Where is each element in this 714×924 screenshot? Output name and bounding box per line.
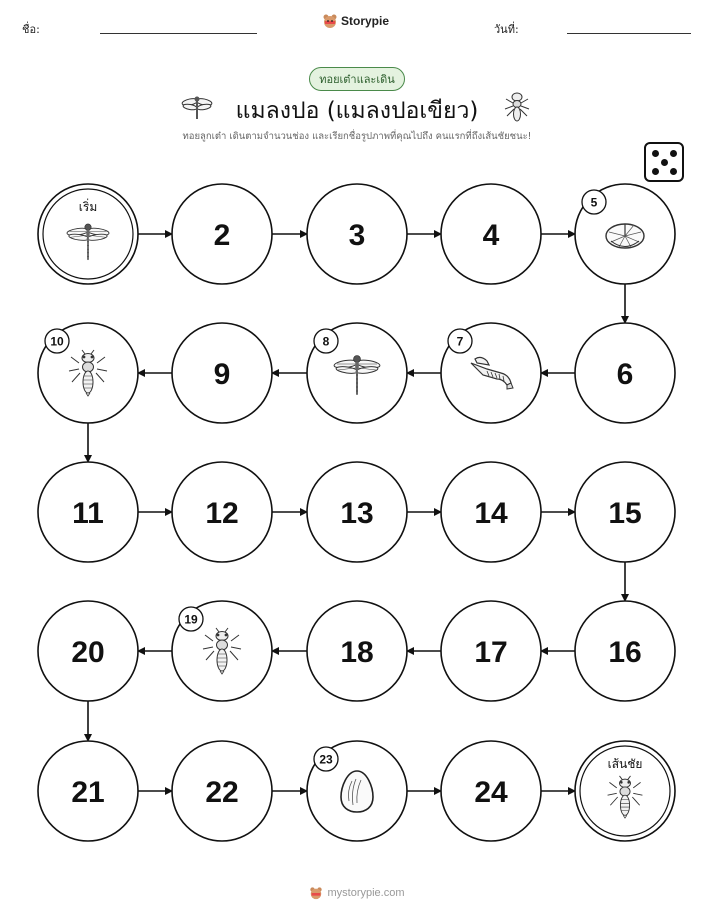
page-title: แมลงปอ (แมลงปอเขียว) — [235, 98, 479, 124]
board-space-18[interactable] — [307, 601, 407, 701]
board-space-16[interactable] — [575, 601, 675, 701]
board-space-20[interactable] — [38, 601, 138, 701]
board-space-11[interactable] — [38, 462, 138, 562]
space-number: 6 — [616, 358, 634, 391]
board-space-22[interactable] — [172, 741, 272, 841]
space-number: 21 — [71, 776, 105, 809]
footer — [0, 886, 714, 900]
space-number: 9 — [213, 358, 231, 391]
space-number: 11 — [72, 497, 104, 530]
board-space-12[interactable] — [172, 462, 272, 562]
space-number: 8 — [322, 334, 330, 349]
board-space-4[interactable] — [441, 184, 541, 284]
space-number: 19 — [184, 612, 198, 627]
name-label: ชื่อ: — [22, 23, 40, 36]
board-space-10[interactable] — [38, 323, 138, 423]
board-space-1[interactable] — [38, 184, 138, 284]
space-number: 24 — [474, 776, 508, 809]
space-number: 20 — [71, 636, 105, 669]
board-space-21[interactable] — [38, 741, 138, 841]
board-space-17[interactable] — [441, 601, 541, 701]
date-label: วันที่: — [494, 23, 519, 36]
space-number: 12 — [205, 497, 239, 530]
instructions: ทอยลูกเต๋า เดินตามจำนวนช่อง และเรียกชื่อรูปภาพที่คุณไปถึง คนแรกที่ถึงเส้นชัยชนะ! — [182, 131, 532, 142]
board-space-25[interactable] — [575, 741, 675, 841]
space-number: 7 — [456, 334, 464, 349]
board-space-3[interactable] — [307, 184, 407, 284]
activity-badge: ทอยเต๋าและเดิน — [309, 67, 405, 91]
board-space-19[interactable] — [172, 601, 272, 701]
board-space-14[interactable] — [441, 462, 541, 562]
space-number: 2 — [213, 219, 231, 252]
start-label: เริ่ม — [78, 200, 98, 214]
bear-logo-icon — [309, 886, 323, 900]
space-number: 3 — [348, 219, 366, 252]
board-space-6[interactable] — [575, 323, 675, 423]
space-number: 10 — [50, 334, 64, 349]
lily-pad-icon — [606, 224, 644, 248]
space-number: 16 — [608, 636, 642, 669]
finish-label: เส้นชัย — [607, 757, 643, 771]
space-number: 5 — [590, 195, 598, 210]
board-space-7[interactable] — [441, 323, 541, 423]
board-space-2[interactable] — [172, 184, 272, 284]
space-number: 13 — [340, 497, 374, 530]
space-number: 4 — [482, 219, 500, 252]
footer-url[interactable]: mystorypie.com — [327, 887, 405, 899]
board-space-13[interactable] — [307, 462, 407, 562]
board-space-15[interactable] — [575, 462, 675, 562]
space-number: 22 — [205, 776, 239, 809]
board-space-24[interactable] — [441, 741, 541, 841]
space-number: 14 — [474, 497, 508, 530]
board-space-5[interactable] — [575, 184, 675, 284]
board-space-8[interactable] — [307, 323, 407, 423]
space-number: 23 — [319, 752, 333, 767]
board-space-23[interactable] — [307, 741, 407, 841]
space-number: 18 — [340, 636, 374, 669]
space-number: 17 — [474, 636, 508, 669]
brand-name: Storypie — [341, 14, 390, 28]
board-space-9[interactable] — [172, 323, 272, 423]
space-number: 15 — [608, 497, 642, 530]
